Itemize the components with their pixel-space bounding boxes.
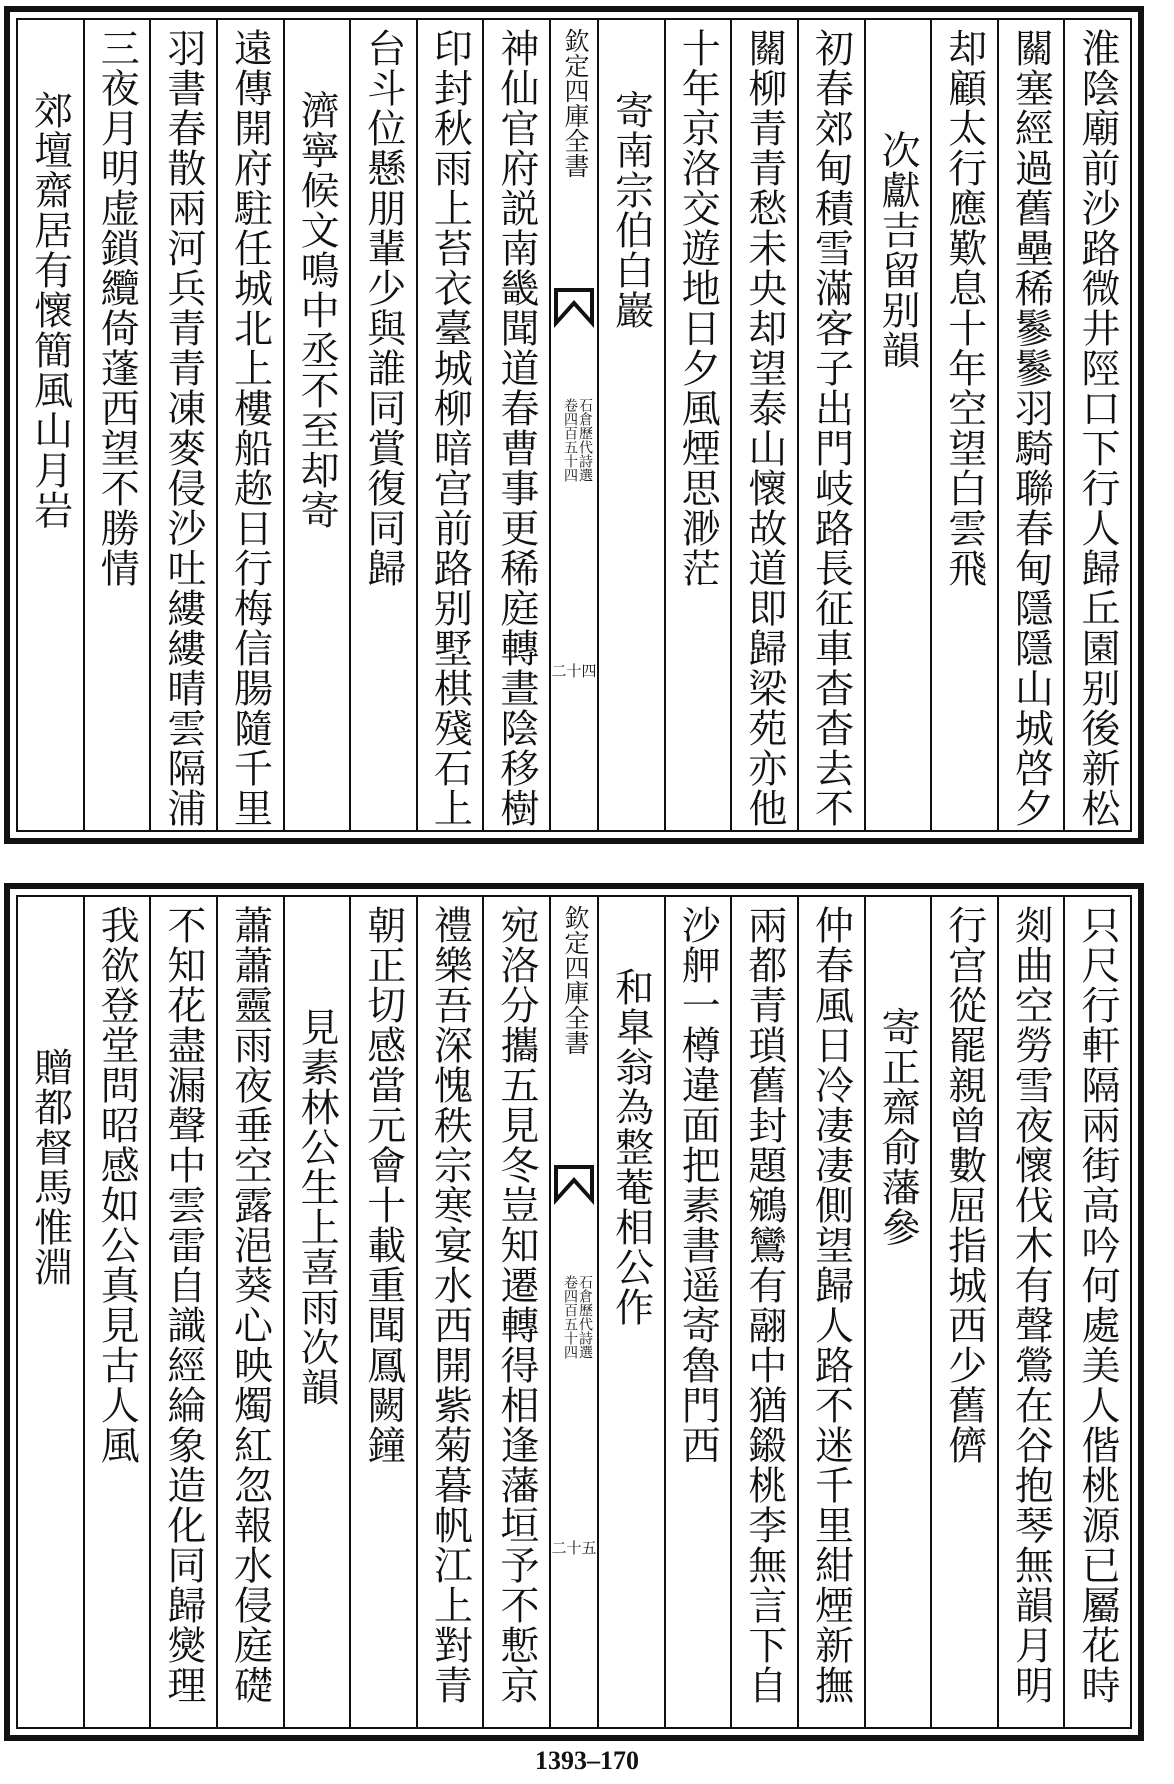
spine-collection: 石倉歷代詩選 (577, 398, 593, 482)
center-spine (549, 20, 597, 830)
bottom-page (4, 883, 1144, 1741)
spine-title: 欽定四庫全書 (561, 28, 590, 178)
text-column (149, 897, 216, 1727)
poem-title-column (597, 897, 664, 1727)
text-column (149, 20, 216, 830)
fish-tail-mark-icon (554, 1165, 594, 1205)
text-column (83, 897, 150, 1727)
poem-title-column (18, 20, 83, 830)
text-column (997, 20, 1064, 830)
column-text: 剡曲空勞雪夜懷伐木有聲鶯在谷抱琴無韻月明 (1008, 905, 1054, 1705)
text-column (216, 897, 283, 1727)
spine-volume: 卷四百五十四 (562, 1275, 578, 1359)
text-column (730, 20, 797, 830)
text-column (349, 897, 416, 1727)
poem-title-column (283, 20, 350, 830)
column-text: 羽書春散兩河兵青青凍麥侵沙吐縷縷晴雲隔浦 (160, 28, 206, 828)
bottom-page-frame (16, 895, 1132, 1729)
column-text: 台斗位懸朋輩少與誰同賞復同歸 (360, 28, 406, 588)
column-text: 印封秋雨上苔衣臺城柳暗宫前路别墅棋殘石上 (427, 28, 473, 828)
text-column (930, 20, 997, 830)
column-text: 關塞經過舊壘稀鬖鬖羽騎聯春甸隱隱山城啓夕 (1008, 28, 1054, 828)
text-column (797, 897, 864, 1727)
column-text: 却顧太行應歎息十年空望白雲飛 (941, 28, 987, 588)
column-text: 兩都青瑣舊封題鵷鸞有翮中猶鎩桃李無言下自 (741, 905, 787, 1705)
text-column (416, 897, 483, 1727)
column-text: 淮陰廟前沙路微井陘口下行人歸丘園别後新松 (1075, 28, 1120, 828)
column-text: 不知花盡漏聲中雲雷自識經綸象造化同歸爕理 (160, 905, 206, 1705)
poem-title: 寄正齋俞藩參 (875, 1007, 921, 1247)
column-text: 十年京洛交遊地日夕風煙思渺茫 (675, 28, 721, 588)
column-text: 初春郊甸積雪滿客子出門岐路長征車杳杳去不 (808, 28, 854, 828)
top-page-frame (16, 18, 1132, 832)
poem-title: 和臯翁為整菴相公作 (608, 967, 654, 1327)
text-column (730, 897, 797, 1727)
column-text: 仲春風日冷凄凄側望歸人路不迷千里紺煙新撫 (808, 905, 854, 1705)
text-column (1063, 20, 1130, 830)
poem-title: 寄南宗伯白巖 (608, 90, 654, 330)
page-code: 1393–170 (535, 1746, 639, 1775)
poem-title: 贈都督馬惟淵 (27, 1047, 73, 1287)
poem-title-column (597, 20, 664, 830)
column-text: 我欲登堂問昭感如公真見古人風 (94, 905, 140, 1465)
text-column (482, 897, 549, 1727)
text-column (664, 897, 731, 1727)
text-column (83, 20, 150, 830)
text-column (930, 897, 997, 1727)
column-text: 蕭蕭靈雨夜垂空露浥葵心映燭紅忽報水侵庭礎 (227, 905, 273, 1705)
fish-tail-mark-icon (554, 288, 594, 328)
poem-title: 郊壇齋居有懷簡風山月岩 (27, 90, 73, 530)
column-text: 三夜月明虚鎖纜倚蓬西望不勝情 (94, 28, 140, 588)
spine-page-number: 二十五 (551, 1539, 597, 1557)
text-column (664, 20, 731, 830)
column-text: 行宫從罷親曾數屈指城西少舊儕 (941, 905, 987, 1465)
text-column (1063, 897, 1130, 1727)
poem-title-column (18, 897, 83, 1727)
poem-title-column (864, 897, 931, 1727)
column-text: 禮樂吾深愧秩宗寒宴水西開紫菊暮帆江上對青 (427, 905, 473, 1705)
column-text: 沙舺一樽違面把素書遥寄魯門西 (675, 905, 721, 1465)
column-text: 關柳青青愁未央却望泰山懷故道即歸梁苑亦他 (741, 28, 787, 828)
text-column (482, 20, 549, 830)
spine-title: 欽定四庫全書 (561, 905, 590, 1055)
spine-page-number: 二十四 (551, 662, 597, 680)
poem-title-column (864, 20, 931, 830)
column-text: 只尺行軒隔兩街高吟何處美人偕桃源已屬花時 (1075, 905, 1120, 1705)
poem-title-column (283, 897, 350, 1727)
poem-title: 見素林公生上喜雨次韻 (294, 1007, 340, 1407)
column-text: 遠傳開府駐任城北上樓船趂日行梅信腸隨千里 (227, 28, 273, 828)
poem-title: 次獻吉留别韻 (875, 130, 921, 370)
text-column (797, 20, 864, 830)
center-spine (549, 897, 597, 1727)
text-column (416, 20, 483, 830)
column-text: 朝正切感當元會十載重聞鳳闕鐘 (360, 905, 406, 1465)
text-column (349, 20, 416, 830)
text-column (216, 20, 283, 830)
text-column (997, 897, 1064, 1727)
spine-collection: 石倉歷代詩選 (577, 1275, 593, 1359)
column-text: 神仙官府説南畿聞道春曹事更稀庭轉晝陰移樹 (494, 28, 539, 828)
spine-volume: 卷四百五十四 (562, 398, 578, 482)
top-page (4, 6, 1144, 844)
poem-title: 濟寧候文鳴中丞不至却寄 (294, 90, 340, 530)
column-text: 宛洛分攜五見冬豈知遷轉得相逢藩垣予不慙京 (494, 905, 539, 1705)
